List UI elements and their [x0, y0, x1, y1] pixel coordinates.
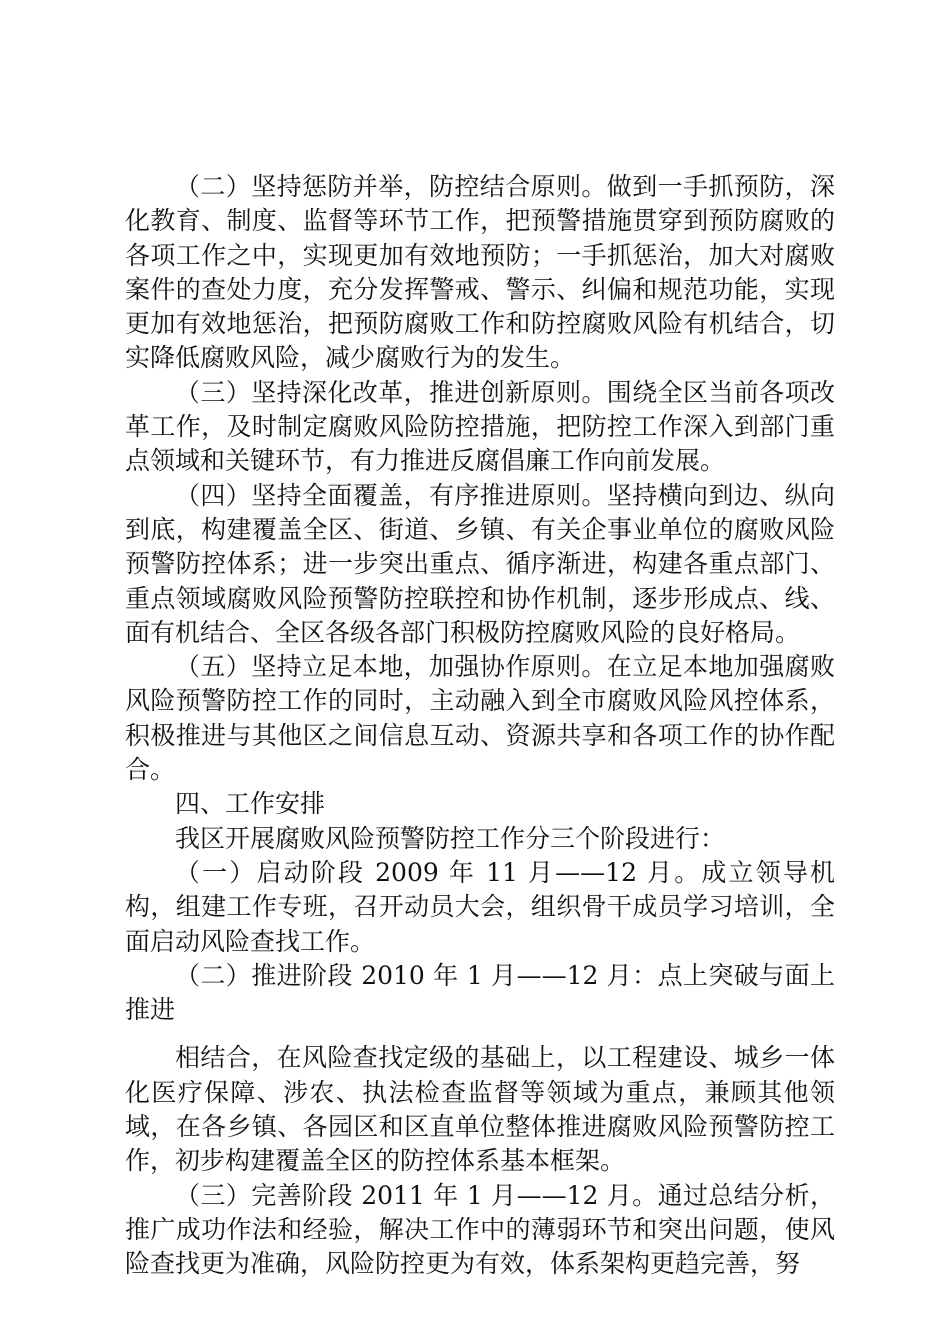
- section-heading-work-arrangement: 四、工作安排: [175, 789, 326, 819]
- paragraph-three-stages-intro: 我区开展腐败风险预警防控工作分三个阶段进行：: [175, 823, 726, 853]
- paragraph-principle-5: （五）坚持立足本地，加强协作原则。在立足本地加强腐败风险预警防控工作的同时，主动融入到全市腐败风险风控体系，积极推进与其他区之间信息互动、资源共享和各项工作的协作配合。: [125, 652, 835, 785]
- paragraph-stage-2-advance: （二）推进阶段 2010 年 1 月——12 月：点上突破与面上推进: [125, 960, 835, 1025]
- paragraph-stage-3-improve: （三）完善阶段 2011 年 1 月——12 月。通过总结分析，推广成功作法和经验，解决工作中的薄弱环节和突出问题，使风险查找更为准确，风险防控更为有效，体系架构更趋完善，努: [125, 1180, 835, 1279]
- document-body: [125, 170, 835, 1282]
- paragraph-principle-4: （四）坚持全面覆盖，有序推进原则。坚持横向到边、纵向到底，构建覆盖全区、街道、乡镇、有关企事业单位的腐败风险预警防控体系；进一步突出重点、循序渐进，构建各重点部门、重点领域腐败风险预警防控联控和协作机制，逐步形成点、线、面有机结合、全区各级各部门积极防控腐败风险的良好格局。: [125, 480, 835, 647]
- paragraph-gap: [125, 1027, 835, 1041]
- paragraph-principle-3: （三）坚持深化改革，推进创新原则。围绕全区当前各项改革工作，及时制定腐败风险防控措施，把防控工作深入到部门重点领域和关键环节，有力推进反腐倡廉工作向前发展。: [125, 377, 835, 476]
- paragraph-principle-2: （二）坚持惩防并举，防控结合原则。做到一手抓预防，深化教育、制度、监督等环节工作，把预警措施贯穿到预防腐败的各项工作之中，实现更加有效地预防；一手抓惩治，加大对腐败案件的查处力度，充分发挥警戒、警示、纠偏和规范功能，实现更加有效地惩治，把预防腐败工作和防控腐败风险有机结合，切实降低腐败风险，减少腐败行为的发生。: [125, 172, 835, 373]
- paragraph-stage-1-start: （一）启动阶段 2009 年 11 月——12 月。成立领导机构，组建工作专班，召开动员大会，组织骨干成员学习培训，全面启动风险查找工作。: [125, 857, 835, 956]
- paragraph-stage-2-continued: 相结合，在风险查找定级的基础上，以工程建设、城乡一体化医疗保障、涉农、执法检查监督等领域为重点，兼顾其他领域，在各乡镇、各园区和区直单位整体推进腐败风险预警防控工作，初步构建覆盖全区的防控体系基本框架。: [125, 1043, 835, 1176]
